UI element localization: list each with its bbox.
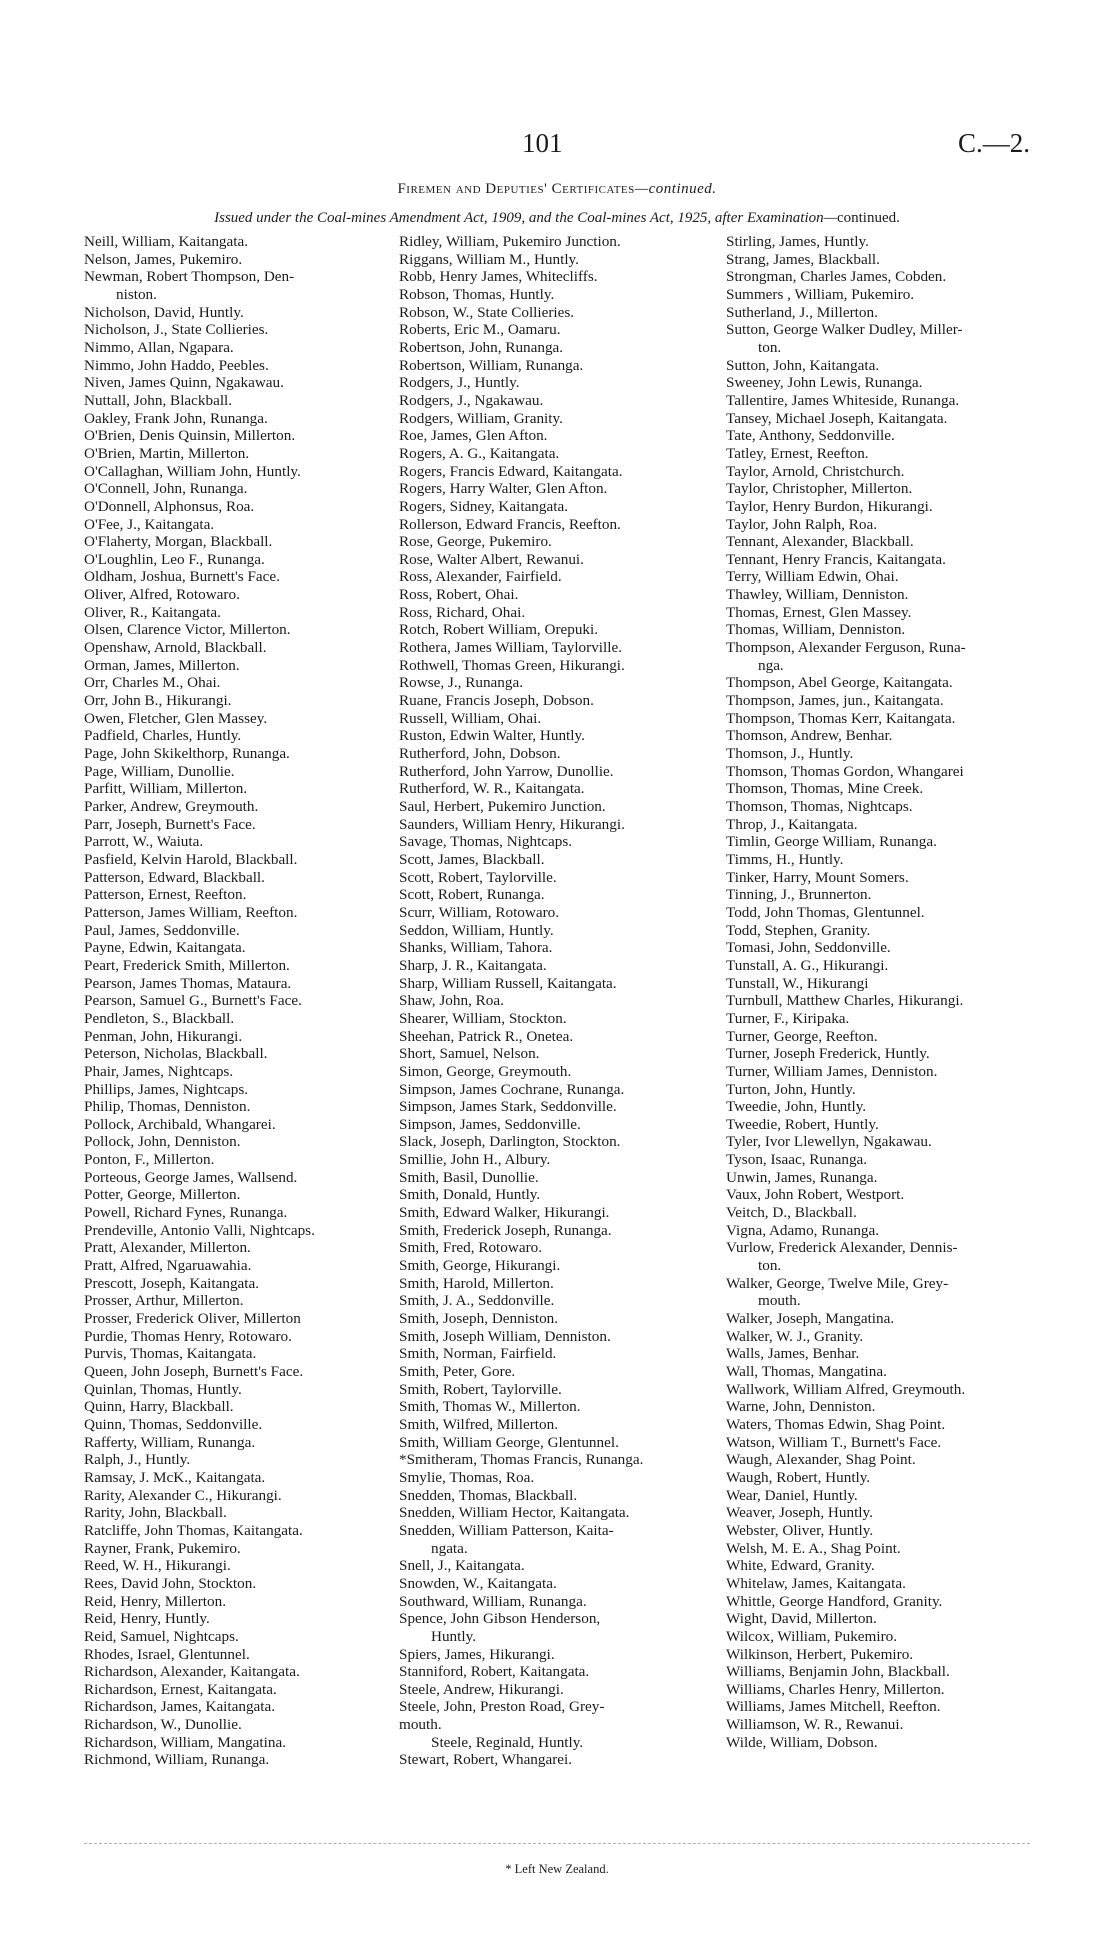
name-entry: Tansey, Michael Joseph, Kaitangata. [726,409,948,427]
name-entry: Nicholson, J., State Collieries. [84,321,269,339]
name-entry: Tinker, Harry, Mount Somers. [726,868,909,886]
name-entry: Timlin, George William, Runanga. [726,833,937,851]
name-entry: Taylor, John Ralph, Roa. [726,515,878,533]
name-entry: Scurr, William, Rotowaro. [399,903,560,921]
name-entry: Simpson, James Stark, Seddonville. [399,1098,617,1116]
name-entry: Tomasi, John, Seddonville. [726,939,891,957]
name-entry: Wight, David, Millerton. [726,1610,877,1628]
name-entry: Rogers, Sidney, Kaitangata. [399,497,568,515]
name-entry: Rhodes, Israel, Glentunnel. [84,1645,250,1663]
name-entry: O'Fee, J., Kaitangata. [84,515,215,533]
name-entry: Walker, W. J., Granity. [726,1327,864,1345]
name-entry: Rutherford, W. R., Kaitangata. [399,780,585,798]
name-entry: Ross, Robert, Ohai. [399,586,519,604]
name-entry: Thomas, Ernest, Glen Massey. [726,603,912,621]
name-entry: Sharp, William Russell, Kaitangata. [399,974,617,992]
name-entry: Weaver, Joseph, Huntly. [726,1504,873,1522]
name-entry: Olsen, Clarence Victor, Millerton. [84,621,291,639]
name-entry: Snedden, William Hector, Kaitangata. [399,1504,630,1522]
name-entry: Smith, Basil, Dunollie. [399,1168,539,1186]
name-entry: Turnbull, Matthew Charles, Hikurangi. [726,992,964,1010]
name-entry: Oakley, Frank John, Runanga. [84,409,268,427]
name-entry: Rarity, John, Blackball. [84,1504,227,1522]
name-entry: Porteous, George James, Wallsend. [84,1168,298,1186]
name-entry: Wear, Daniel, Huntly. [726,1486,858,1504]
name-entry: Payne, Edwin, Kaitangata. [84,939,246,957]
name-entry: Unwin, James, Runanga. [726,1168,878,1186]
name-entry: Potter, George, Millerton. [84,1186,241,1204]
name-entry: Ponton, F., Millerton. [84,1151,215,1169]
name-entry: nga. [758,656,784,674]
name-entry: Williams, James Mitchell, Reefton. [726,1698,941,1716]
name-entry: Penman, John, Hikurangi. [84,1027,243,1045]
name-entry: Richardson, Alexander, Kaitangata. [84,1663,300,1681]
name-entry: Rutherford, John, Dobson. [399,745,561,763]
name-entry: Ralph, J., Huntly. [84,1451,191,1469]
name-entry: Whitelaw, James, Kaitangata. [726,1574,906,1592]
name-entry: Robb, Henry James, Whitecliffs. [399,268,598,286]
name-entry: Webster, Oliver, Huntly. [726,1521,874,1539]
name-entry: Welsh, M. E. A., Shag Point. [726,1539,901,1557]
name-entry: Richardson, W., Dunollie. [84,1716,242,1734]
name-entry: Smith, Peter, Gore. [399,1363,516,1380]
name-entry: Simon, George, Greymouth. [399,1062,572,1080]
name-entry: Robertson, William, Runanga. [399,356,584,374]
name-entry: Smith, Frederick Joseph, Runanga. [399,1221,612,1239]
name-entry: Tunstall, A. G., Hikurangi. [726,956,889,974]
name-entry: Reid, Samuel, Nightcaps. [84,1627,239,1645]
name-entry: Turner, William James, Denniston. [726,1062,938,1080]
name-entry: Throp, J., Kaitangata. [726,815,858,833]
name-entry: Shanks, William, Tahora. [399,939,553,957]
name-entry: Richardson, James, Kaitangata. [84,1698,276,1716]
name-entry: Ruane, Francis Joseph, Dobson. [399,692,594,710]
footer-rule [84,1843,1030,1844]
name-entry: Todd, John Thomas, Glentunnel. [726,903,925,921]
name-entry: Smith, William George, Glentunnel. [399,1433,619,1451]
name-entry: Waugh, Alexander, Shag Point. [726,1451,916,1469]
name-entry: Nimmo, Allan, Ngapara. [84,338,234,356]
name-entry: Summers , William, Pukemiro. [726,285,915,303]
name-entry: Tennant, Alexander, Blackball. [726,533,914,551]
subtitle-suffix: continued. [836,210,900,226]
name-entry: Page, William, Dunollie. [84,762,235,780]
name-entry: Rarity, Alexander C., Hikurangi. [84,1486,282,1504]
name-entry: Watson, William T., Burnett's Face. [726,1433,942,1451]
name-entry: Steele, Reginald, Huntly. [431,1733,584,1751]
name-entry: Pratt, Alfred, Ngaruawahia. [84,1257,252,1275]
name-entry: Snowden, W., Kaitangata. [399,1574,557,1592]
section-title [0,181,1114,198]
name-entry: Powell, Richard Fynes, Runanga. [84,1204,288,1222]
name-entry: Smith, George, Hikurangi. [399,1257,561,1275]
name-entry: Walker, George, Twelve Mile, Grey- [726,1274,949,1292]
name-entry: ton. [758,338,782,356]
name-entry: Scott, Robert, Runanga. [399,886,545,904]
names-column-2 [399,233,719,1769]
name-entry: Vigna, Adamo, Runanga. [726,1221,880,1239]
name-entry: Nicholson, David, Huntly. [84,303,244,321]
section-title-main: Firemen and Deputies' Certificates [397,181,635,197]
name-entry: Robson, W., State Collieries. [399,303,575,321]
name-entry: Purvis, Thomas, Kaitangata. [84,1345,257,1363]
name-entry: Rotch, Robert William, Orepuki. [399,621,599,639]
name-entry: Ramsay, J. McK., Kaitangata. [84,1468,266,1486]
name-entry: Oliver, Alfred, Rotowaro. [84,586,240,604]
name-entry: Rogers, A. G., Kaitangata. [399,444,560,462]
name-entry: Thawley, William, Denniston. [726,586,909,604]
name-entry: Reed, W. H., Hikurangi. [84,1557,231,1575]
names-column-1 [84,233,404,1769]
name-entry: *Smitheram, Thomas Francis, Runanga. [399,1451,644,1469]
name-entry: Rose, Walter Albert, Rewanui. [399,550,584,568]
name-entry: Prendeville, Antonio Valli, Nightcaps. [84,1221,315,1239]
name-entry: Robertson, John, Runanga. [399,338,564,356]
name-entry: O'Brien, Denis Quinsin, Millerton. [84,427,296,445]
name-entry: Pollock, John, Denniston. [84,1133,241,1151]
name-entry: Richardson, William, Mangatina. [84,1733,286,1751]
name-entry: Scott, James, Blackball. [399,850,545,868]
name-entry: Philip, Thomas, Denniston. [84,1098,251,1116]
name-entry: Smith, Fred, Rotowaro. [399,1239,543,1257]
name-entry: Wallwork, William Alfred, Greymouth. [726,1380,966,1398]
name-entry: Rothera, James William, Taylorville. [399,639,622,657]
page-header [0,128,1114,168]
name-entry: Pearson, James Thomas, Mataura. [84,974,292,992]
name-entry: Tate, Anthony, Seddonville. [726,427,895,445]
name-entry: Rafferty, William, Runanga. [84,1433,256,1451]
name-entry: Rodgers, J., Huntly. [399,374,520,392]
name-entry: Rowse, J., Runanga. [399,674,524,692]
name-entry: Purdie, Thomas Henry, Rotowaro. [84,1327,292,1345]
name-entry: mouth. [758,1292,801,1310]
name-entry: Veitch, D., Blackball. [726,1204,857,1222]
name-entry: Thomson, J., Huntly. [726,745,854,763]
name-entry: Snedden, William Patterson, Kaita- [399,1521,614,1539]
name-entry: Pendleton, S., Blackball. [84,1009,235,1027]
name-entry: Prosser, Frederick Oliver, Millerton [84,1310,301,1328]
name-entry: Rayner, Frank, Pukemiro. [84,1539,241,1557]
section-title-suffix: —continued. [634,181,717,197]
name-entry: Tatley, Ernest, Reefton. [726,444,869,462]
name-entry: Tweedie, John, Huntly. [726,1098,867,1116]
name-entry: Stanniford, Robert, Kaitangata. [399,1663,590,1681]
name-entry: Smylie, Thomas, Roa. [399,1468,535,1486]
name-entry: Turner, F., Kiripaka. [726,1009,850,1027]
name-entry: Tunstall, W., Hikurangi [726,974,869,992]
name-entry: Timms, H., Huntly. [726,850,844,868]
name-entry: Sharp, J. R., Kaitangata. [399,956,547,974]
name-entry: Peart, Frederick Smith, Millerton. [84,956,290,974]
name-entry: Smith, Harold, Millerton. [399,1274,554,1292]
name-entry: Reid, Henry, Huntly. [84,1610,210,1628]
name-entry: Quinn, Thomas, Seddonville. [84,1415,263,1433]
name-entry: Pasfield, Kelvin Harold, Blackball. [84,850,298,868]
name-entry: Tallentire, James Whiteside, Runanga. [726,391,960,409]
page-number: 101 [522,128,563,158]
name-entry: Thompson, Alexander Ferguson, Runa- [726,639,966,657]
name-entry: Orr, John B., Hikurangi. [84,692,232,710]
name-entry: Roe, James, Glen Afton. [399,427,548,445]
name-entry: Phair, James, Nightcaps. [84,1062,234,1080]
name-entry: Short, Samuel, Nelson. [399,1045,540,1063]
footnote: * Left New Zealand. [505,1862,609,1876]
name-entry: Rodgers, J., Ngakawau. [399,391,544,409]
name-entry: Tyson, Isaac, Runanga. [726,1151,868,1169]
name-entry: Rutherford, John Yarrow, Dunollie. [399,762,614,780]
name-entry: Orman, James, Millerton. [84,656,240,674]
name-entry: Terry, William Edwin, Ohai. [726,568,899,586]
name-entry: Rose, George, Pukemiro. [399,533,552,551]
name-entry: Openshaw, Arnold, Blackball. [84,639,267,657]
name-entry: Thompson, Thomas Kerr, Kaitangata. [726,709,956,727]
name-entry: Tinning, J., Brunnerton. [726,886,872,904]
name-entry: Ross, Alexander, Fairfield. [399,568,562,586]
name-entry: Todd, Stephen, Granity. [726,921,871,939]
name-entry: Newman, Robert Thompson, Den- [84,268,295,286]
name-entry: O'Loughlin, Leo F., Runanga. [84,550,265,568]
name-entry: Thomas, William, Denniston. [726,621,906,639]
name-entry: Sheehan, Patrick R., Onetea. [399,1027,574,1045]
name-entry: Parr, Joseph, Burnett's Face. [84,815,256,833]
name-entry: Shearer, William, Stockton. [399,1009,567,1027]
name-entry: Strang, James, Blackball. [726,250,880,268]
name-entry: Sutton, George Walker Dudley, Miller- [726,321,963,339]
name-entry: Phillips, James, Nightcaps. [84,1080,249,1098]
name-entry: Smith, Wilfred, Millerton. [399,1415,558,1433]
name-entry: Wall, Thomas, Mangatina. [726,1363,887,1380]
name-entry: O'Connell, John, Runanga. [84,480,248,498]
name-entry: Williams, Benjamin John, Blackball. [726,1663,950,1681]
name-entry: mouth. [399,1716,442,1734]
name-entry: Riggans, William M., Huntly. [399,250,579,268]
name-entry: White, Edward, Granity. [726,1557,875,1575]
name-entry: Snell, J., Kaitangata. [399,1557,525,1575]
name-entry: Thomson, Thomas, Nightcaps. [726,798,913,815]
name-entry: Turner, George, Reefton. [726,1027,878,1045]
name-entry: Smith, Thomas W., Millerton. [399,1398,581,1416]
name-entry: Richmond, William, Runanga. [84,1751,270,1769]
name-entry: Robson, Thomas, Huntly. [399,285,555,303]
name-entry: Parker, Andrew, Greymouth. [84,798,259,815]
name-entry: Saul, Herbert, Pukemiro Junction. [399,798,606,815]
name-entry: Queen, John Joseph, Burnett's Face. [84,1363,304,1380]
name-entry: Ridley, William, Pukemiro Junction. [399,233,621,250]
name-entry: Rollerson, Edward Francis, Reefton. [399,515,621,533]
name-entry: Nelson, James, Pukemiro. [84,250,243,268]
name-entry: Niven, James Quinn, Ngakawau. [84,374,284,392]
name-entry: Thomson, Thomas, Mine Creek. [726,780,924,798]
name-entry: O'Donnell, Alphonsus, Roa. [84,497,255,515]
name-entry: Pollock, Archibald, Whangarei. [84,1115,276,1133]
name-entry: Owen, Fletcher, Glen Massey. [84,709,268,727]
name-entry: Rothwell, Thomas Green, Hikurangi. [399,656,625,674]
name-entry: Scott, Robert, Taylorville. [399,868,557,886]
name-entry: Rogers, Harry Walter, Glen Afton. [399,480,608,498]
name-entry: Thompson, Abel George, Kaitangata. [726,674,953,692]
name-entry: niston. [116,285,157,303]
name-entry: O'Flaherty, Morgan, Blackball. [84,533,273,551]
name-entry: Steele, John, Preston Road, Grey- [399,1698,605,1716]
name-entry: Oliver, R., Kaitangata. [84,603,221,621]
name-entry: Taylor, Arnold, Christchurch. [726,462,905,480]
name-entry: Quinlan, Thomas, Huntly. [84,1380,242,1398]
name-entry: Snedden, Thomas, Blackball. [399,1486,578,1504]
name-entry: Stirling, James, Huntly. [726,233,869,250]
name-entry: Warne, John, Denniston. [726,1398,876,1416]
name-entry: Paul, James, Seddonville. [84,921,240,939]
name-entry: Taylor, Henry Burdon, Hikurangi. [726,497,933,515]
name-entry: ngata. [431,1539,468,1557]
name-entry: Smith, Joseph William, Denniston. [399,1327,611,1345]
name-entry: Sutton, John, Kaitangata. [726,356,880,374]
name-entry: Walls, James, Benhar. [726,1345,860,1363]
name-entry: Reid, Henry, Millerton. [84,1592,227,1610]
name-entry: Tennant, Henry Francis, Kaitangata. [726,550,946,568]
name-entry: Russell, William, Ohai. [399,709,542,727]
name-entry: Ratcliffe, John Thomas, Kaitangata. [84,1521,303,1539]
name-entry: ton. [758,1257,782,1275]
name-entry: Smith, Joseph, Denniston. [399,1310,559,1328]
name-entry: Simpson, James, Seddonville. [399,1115,581,1133]
name-entry: Nuttall, John, Blackball. [84,391,233,409]
name-entry: Huntly. [431,1627,476,1645]
name-entry: Neill, William, Kaitangata. [84,233,249,250]
name-entry: Sutherland, J., Millerton. [726,303,878,321]
name-entry: Smith, J. A., Seddonville. [399,1292,555,1310]
name-entry: Oldham, Joshua, Burnett's Face. [84,568,280,586]
name-entry: Southward, William, Runanga. [399,1592,587,1610]
name-entry: Orr, Charles M., Ohai. [84,674,221,692]
name-entry: Ross, Richard, Ohai. [399,603,526,621]
name-entry: Turton, John, Huntly. [726,1080,856,1098]
name-entry: Prescott, Joseph, Kaitangata. [84,1274,260,1292]
name-entry: Ruston, Edwin Walter, Huntly. [399,727,585,745]
name-entry: Vaux, John Robert, Westport. [726,1186,905,1204]
name-entry: Patterson, Edward, Blackball. [84,868,265,886]
name-entry: Spence, John Gibson Henderson, [399,1610,601,1628]
name-entry: Walker, Joseph, Mangatina. [726,1310,895,1328]
name-entry: Thompson, James, jun., Kaitangata. [726,692,944,710]
name-entry: Roberts, Eric M., Oamaru. [399,321,561,339]
name-entry: Pearson, Samuel G., Burnett's Face. [84,992,302,1010]
name-entry: Sweeney, John Lewis, Runanga. [726,374,923,392]
name-entry: Rogers, Francis Edward, Kaitangata. [399,462,623,480]
name-entry: Wilkinson, Herbert, Pukemiro. [726,1645,914,1663]
name-entry: Taylor, Christopher, Millerton. [726,480,913,498]
name-entry: Tyler, Ivor Llewellyn, Ngakawau. [726,1133,932,1151]
name-entry: Smith, Norman, Fairfield. [399,1345,557,1363]
name-entry: Williams, Charles Henry, Millerton. [726,1680,945,1698]
name-entry: Quinn, Harry, Blackball. [84,1398,234,1416]
name-entry: Thomson, Thomas Gordon, Whangarei [726,762,964,780]
names-column-3 [726,233,1046,1751]
name-entry: Steele, Andrew, Hikurangi. [399,1680,564,1698]
name-entry: O'Callaghan, William John, Huntly. [84,462,301,480]
name-entry: Rodgers, William, Granity. [399,409,563,427]
name-entry: Page, John Skikelthorp, Runanga. [84,745,290,763]
name-entry: Rees, David John, Stockton. [84,1574,257,1592]
name-entry: Peterson, Nicholas, Blackball. [84,1045,268,1063]
subtitle [0,210,1114,227]
name-entry: Smith, Edward Walker, Hikurangi. [399,1204,610,1222]
name-entry: Turner, Joseph Frederick, Huntly. [726,1045,930,1063]
name-entry: Thomson, Andrew, Benhar. [726,727,893,745]
name-entry: Tweedie, Robert, Huntly. [726,1115,879,1133]
name-entry: Parrott, W., Waiuta. [84,833,204,851]
name-entry: Spiers, James, Hikurangi. [399,1645,555,1663]
name-entry: Shaw, John, Roa. [399,992,504,1010]
name-entry: Waters, Thomas Edwin, Shag Point. [726,1415,946,1433]
name-entry: Smillie, John H., Albury. [399,1151,551,1169]
name-entry: Patterson, James William, Reefton. [84,903,298,921]
name-entry: Pratt, Alexander, Millerton. [84,1239,251,1257]
name-entry: Padfield, Charles, Huntly. [84,727,242,745]
subtitle-text: Issued under the Coal-mines Amendment Act, 1909, and the Coal-mines Act, 1925, after Examination— [214,210,837,226]
name-entry: Parfitt, William, Millerton. [84,780,248,798]
name-entry: Whittle, George Handford, Granity. [726,1592,943,1610]
name-entry: Simpson, James Cochrane, Runanga. [399,1080,625,1098]
name-entry: Smith, Donald, Huntly. [399,1186,541,1204]
name-entry: O'Brien, Martin, Millerton. [84,444,250,462]
report-code: C.—2. [957,128,1030,158]
name-entry: Slack, Joseph, Darlington, Stockton. [399,1133,621,1151]
name-entry: Richardson, Ernest, Kaitangata. [84,1680,277,1698]
name-entry: Saunders, William Henry, Hikurangi. [399,815,625,833]
name-entry: Patterson, Ernest, Reefton. [84,886,247,904]
name-entry: Seddon, William, Huntly. [399,921,554,939]
name-entry: Strongman, Charles James, Cobden. [726,268,947,286]
name-entry: Vurlow, Frederick Alexander, Dennis- [726,1239,958,1257]
name-entry: Prosser, Arthur, Millerton. [84,1292,244,1310]
name-entry: Williamson, W. R., Rewanui. [726,1716,904,1734]
name-entry: Waugh, Robert, Huntly. [726,1468,871,1486]
name-entry: Wilcox, William, Pukemiro. [726,1627,898,1645]
name-entry: Stewart, Robert, Whangarei. [399,1751,573,1769]
name-entry: Savage, Thomas, Nightcaps. [399,833,573,851]
name-entry: Nimmo, John Haddo, Peebles. [84,356,269,374]
name-entry: Wilde, William, Dobson. [726,1733,878,1751]
name-entry: Smith, Robert, Taylorville. [399,1380,562,1398]
